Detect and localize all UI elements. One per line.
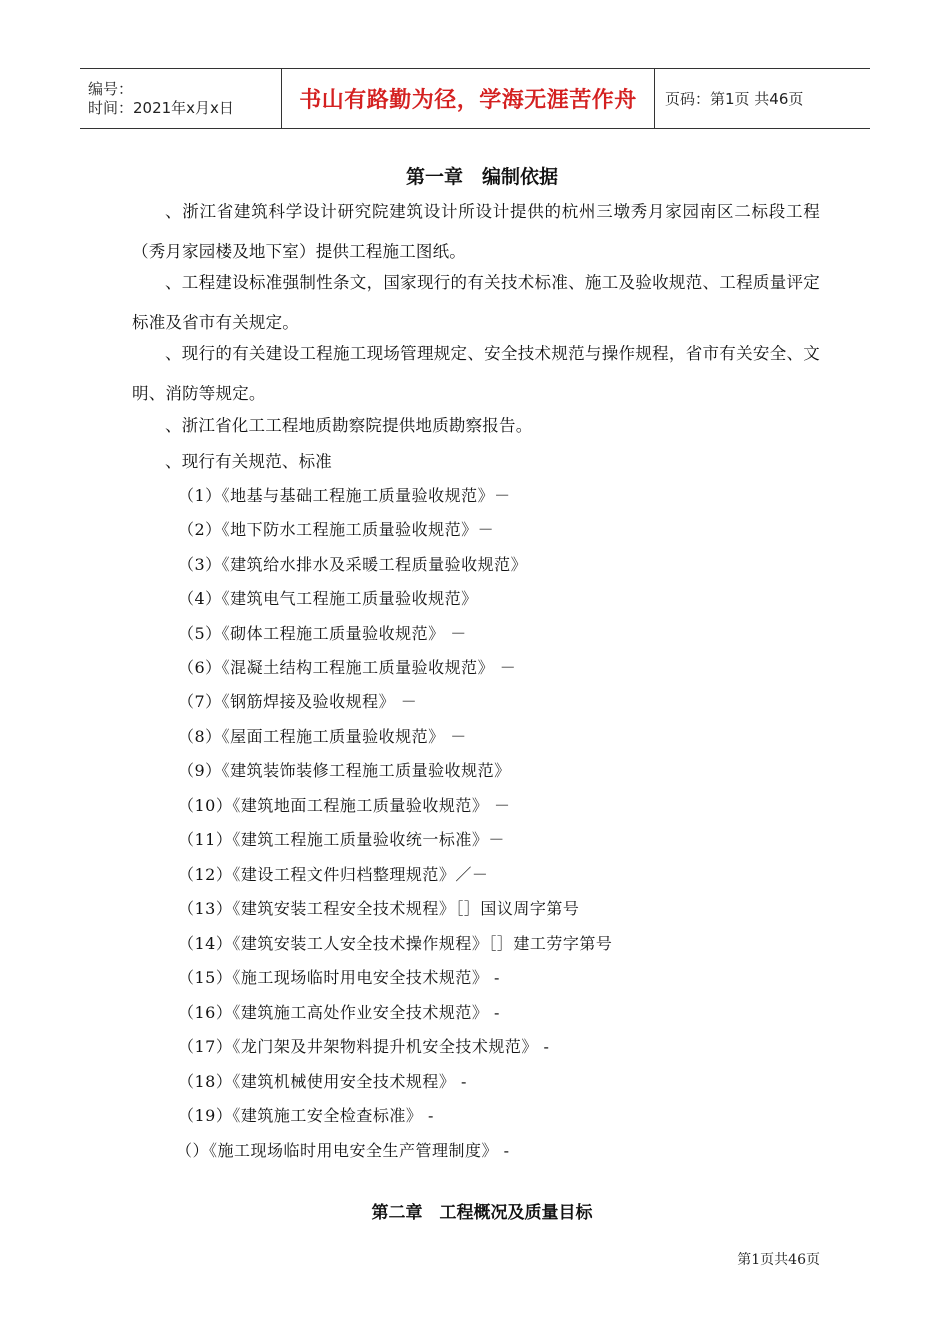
reference-item: （12）《建设工程文件归档整理规范》／－: [178, 865, 489, 884]
reference-item: （6）《混凝土结构工程施工质量验收规范》 －: [178, 658, 517, 677]
header-meta: [80, 69, 281, 128]
reference-item: （7）《钢筋焊接及验收规程》 －: [178, 692, 418, 711]
page-header: [80, 68, 870, 129]
reference-item: （8）《屋面工程施工质量验收规范》 －: [178, 727, 467, 746]
paragraph-5: 、现行有关规范、标准: [165, 452, 332, 471]
chapter-1-title: 第一章 编制依据: [405, 166, 558, 188]
reference-item: （）《施工现场临时用电安全生产管理制度》 -: [176, 1141, 510, 1160]
paragraph-1: 、浙江省建筑科学设计研究院建筑设计所设计提供的杭州三墩秀月家园南区二标段工程（秀月家园楼及地下室）提供工程施工图纸。: [132, 202, 820, 261]
reference-item: （18）《建筑机械使用安全技术规程》 -: [178, 1072, 467, 1091]
header-motto: 书山有路勤为径，学海无涯苦作舟: [299, 88, 637, 113]
paragraph-4: 、浙江省化工工程地质勘察院提供地质勘察报告。: [165, 416, 533, 435]
reference-item: （17）《龙门架及井架物料提升机安全技术规范》 -: [178, 1037, 550, 1056]
paragraph-3: 、现行的有关建设工程施工现场管理规定、安全技术规范与操作规程，省市有关安全、文明、消防等规定。: [132, 344, 820, 403]
page-footer: 第1页共46页: [737, 1252, 820, 1268]
reference-item: （9）《建筑装饰装修工程施工质量验收规范》: [178, 761, 511, 780]
header-page-cell: [655, 69, 870, 128]
reference-item: （14）《建筑安装工人安全技术操作规程》［］建工劳字第号: [178, 934, 613, 953]
doc-number-label: 编号：: [88, 79, 134, 98]
reference-item: （19）《建筑施工安全检查标准》 -: [178, 1106, 434, 1125]
reference-item: （10）《建筑地面工程施工质量验收规范》 －: [178, 796, 511, 815]
chapter-2-title: 第二章 工程概况及质量目标: [371, 1203, 593, 1223]
reference-item: （5）《砌体工程施工质量验收规范》 －: [178, 624, 467, 643]
reference-item: （13）《建筑安装工程安全技术规程》［］国议周字第号: [178, 899, 580, 918]
paragraph-2: 、工程建设标准强制性条文，国家现行的有关技术标准、施工及验收规范、工程质量评定标准及省市有关规定。: [132, 273, 820, 332]
reference-item: （16）《建筑施工高处作业安全技术规范》 -: [178, 1003, 500, 1022]
header-motto-cell: [281, 69, 655, 128]
reference-item: （4）《建筑电气工程施工质量验收规范》: [178, 589, 478, 608]
header-page-label: 页码：第1页 共46页: [665, 90, 804, 108]
reference-item: （11）《建筑工程施工质量验收统一标准》－: [178, 830, 505, 849]
reference-item: （15）《施工现场临时用电安全技术规范》 -: [178, 968, 500, 987]
time-label: 时间：2021年x月x日: [88, 98, 234, 117]
reference-item: （3）《建筑给水排水及采暖工程质量验收规范》: [178, 555, 528, 574]
reference-item: （1）《地基与基础工程施工质量验收规范》－: [178, 486, 511, 505]
reference-item: （2）《地下防水工程施工质量验收规范》－: [178, 520, 495, 539]
